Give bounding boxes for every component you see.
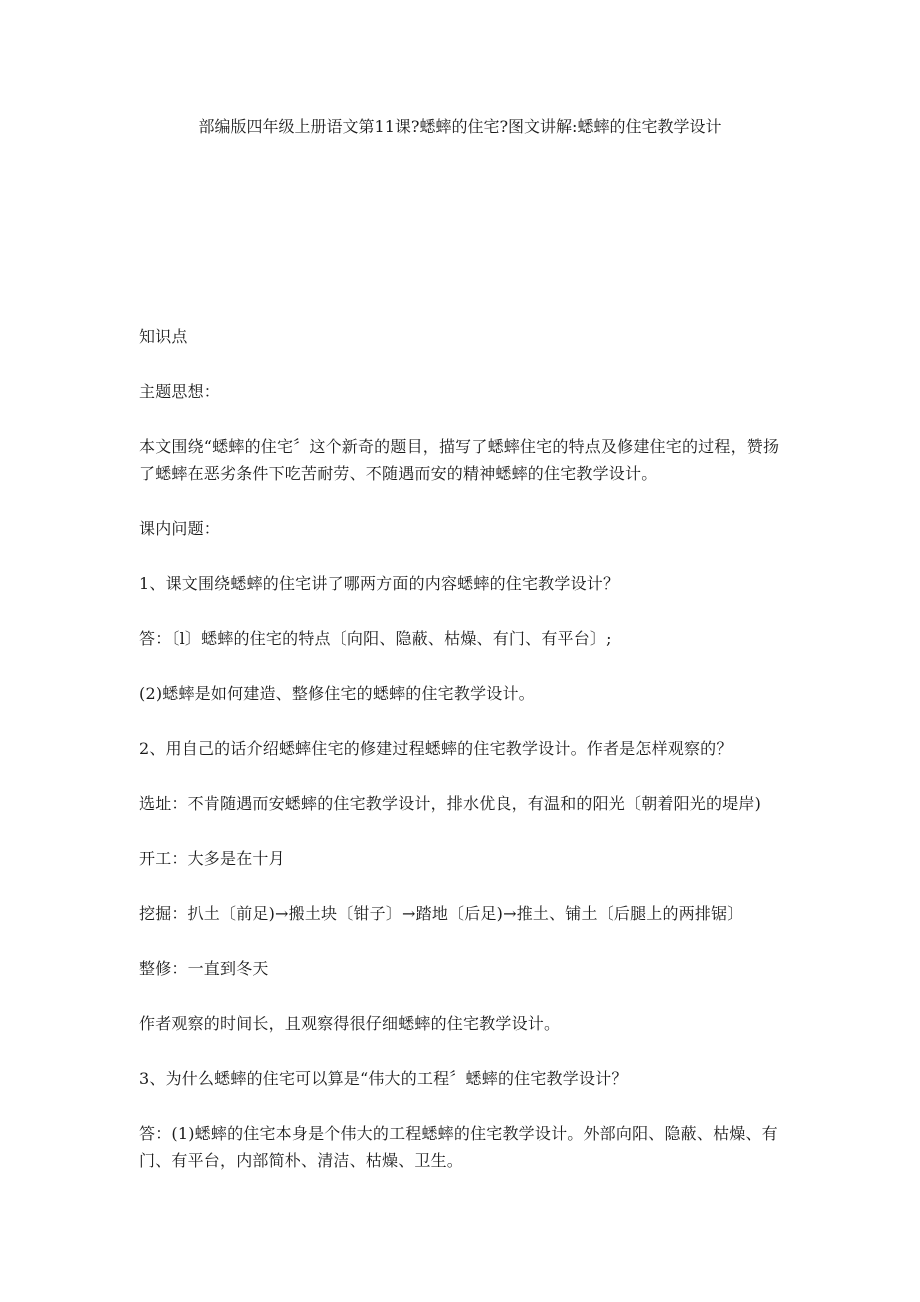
answer-1-part-1: 答：〔l〕蟋蟀的住宅的特点〔向阳、隐蔽、枯燥、有门、有平台〕;	[139, 629, 612, 648]
document-title: 部编版四年级上册语文第11课?蟋蟀的住宅?图文讲解:蟋蟀的住宅教学设计	[198, 117, 722, 136]
heading-knowledge-points: 知识点	[139, 327, 188, 346]
step-renovation: 整修：一直到冬天	[139, 959, 269, 978]
step-digging: 挖掘：扒土〔前足)→搬土块〔钳子〕→踏地〔后足)→推土、铺土〔后腿上的两排锯〕	[139, 904, 744, 923]
question-1: 1、课文围绕蟋蟀的住宅讲了哪两方面的内容蟋蟀的住宅教学设计？	[139, 574, 620, 593]
heading-main-idea: 主题思想：	[139, 382, 221, 401]
answer-3: 答：(1)蟋蟀的住宅本身是个伟大的工程蟋蟀的住宅教学设计。外部向阳、隐蔽、枯燥、有门、有平台，内部简朴、清洁、枯燥、卫生。	[139, 1124, 778, 1170]
step-start-work: 开工：大多是在十月	[139, 849, 285, 868]
paragraph-main-idea: 本文围绕“蟋蟀的住宅〞这个新奇的题目，描写了蟋蟀住宅的特点及修建住宅的过程，赞扬了蟋蟀在恶劣条件下吃苦耐劳、不随遇而安的精神蟋蟀的住宅教学设计。	[139, 437, 780, 483]
answer-1-part-2: (2)蟋蟀是如何建造、整修住宅的蟋蟀的住宅教学设计。	[139, 684, 535, 703]
step-site-selection: 选址：不肯随遇而安蟋蟀的住宅教学设计，排水优良，有温和的阳光〔朝着阳光的堤岸)	[139, 794, 762, 813]
heading-in-class-questions: 课内问题：	[139, 519, 221, 538]
question-2: 2、用自己的话介绍蟋蟀住宅的修建过程蟋蟀的住宅教学设计。作者是怎样观察的？	[139, 739, 733, 758]
observation-note: 作者观察的时间长，且观察得很仔细蟋蟀的住宅教学设计。	[139, 1014, 561, 1033]
question-3: 3、为什么蟋蟀的住宅可以算是“伟大的工程〞蟋蟀的住宅教学设计？	[139, 1069, 628, 1088]
